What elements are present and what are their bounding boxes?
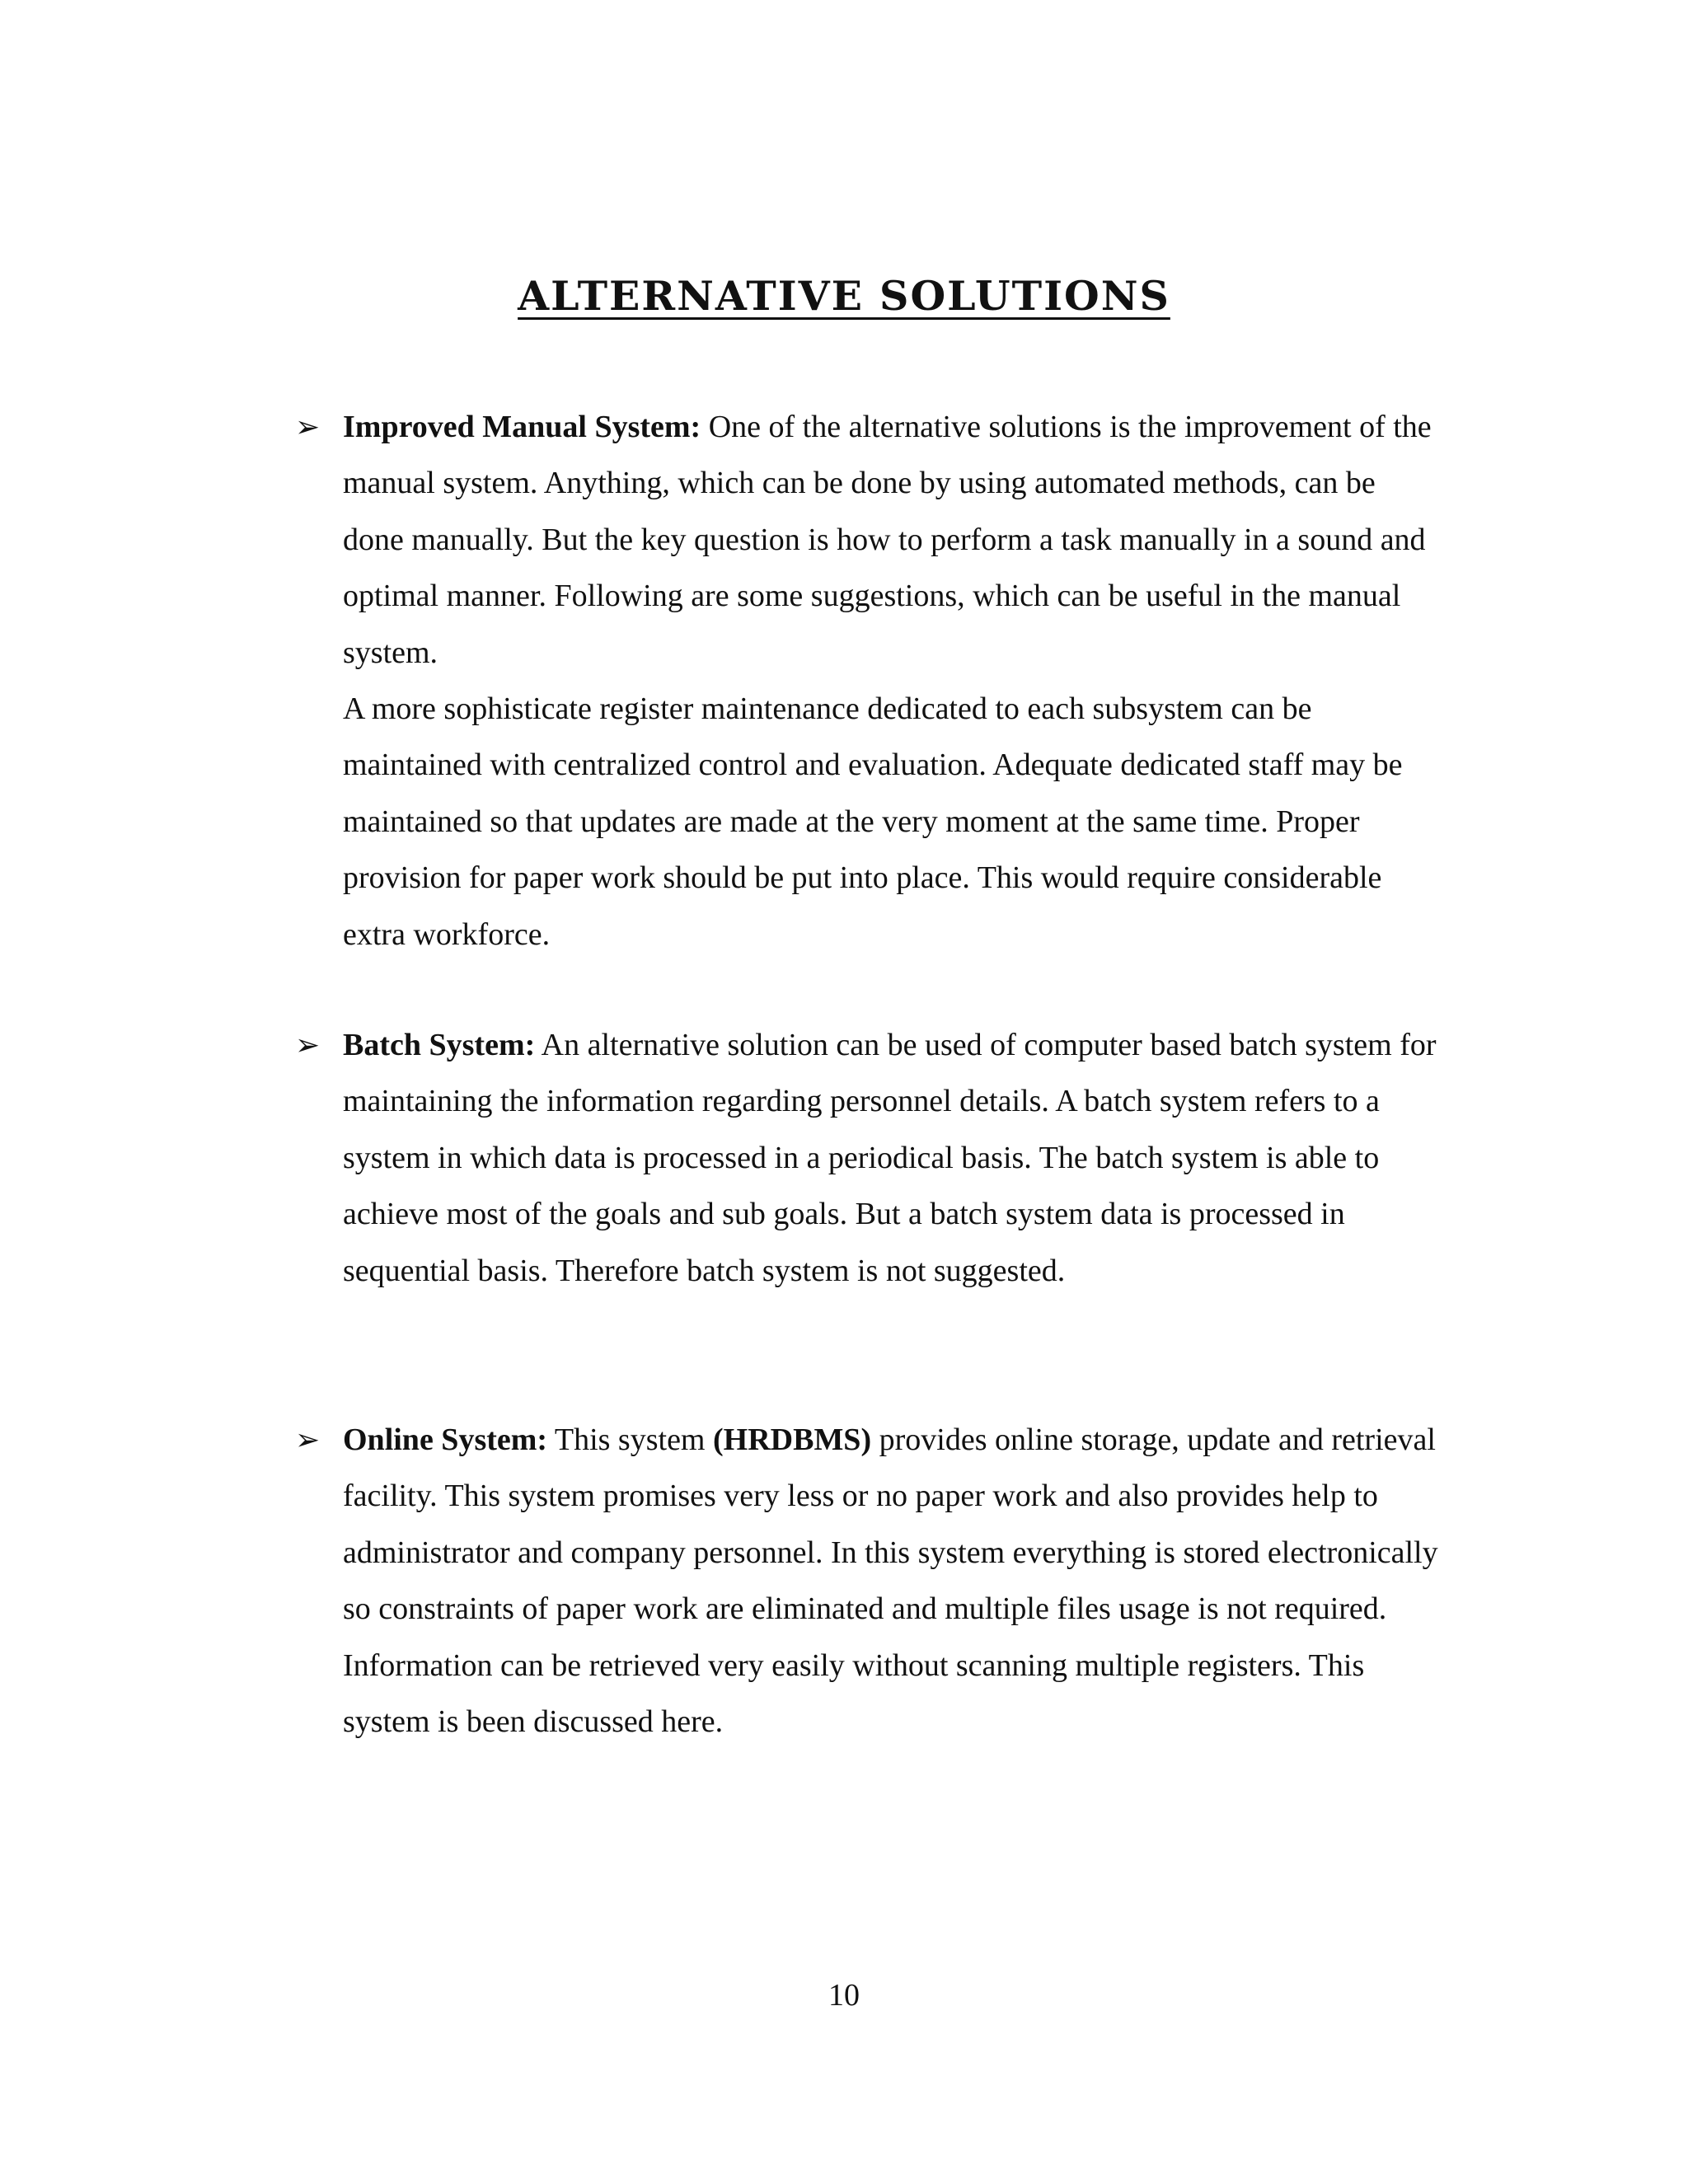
section-heading: Improved Manual System: [343, 410, 701, 444]
arrow-bullet-icon: ➢ [295, 410, 321, 443]
section-text: provides online storage, update and retrieval facility. This system promises very less or no paper work and also provides help to administrator and company personnel. In this system everything is stored electronically so constraints of paper work are eliminated and multiple files usage is not required. Information can be retrieved very easily without scanning multiple registers. This system is been discussed here. [343, 1422, 1438, 1740]
section-online-system [295, 1412, 1439, 1750]
section-text: One of the alternative solutions is the improvement of the manual system. Anything, which can be done by using automated methods, can be done manually. But the key question is how to perform a task manually in a sound and optimal manner. Following are some suggestions, which can be useful in the manual system. [343, 410, 1432, 670]
page-title: ALTERNATIVE SOLUTIONS [518, 272, 1170, 320]
section-heading: Batch System: [343, 1028, 536, 1062]
arrow-bullet-icon: ➢ [295, 1423, 321, 1456]
section-paragraph: A more sophisticate register maintenance dedicated to each subsystem can be maintained with centralized control and evaluation. Adequate dedicated staff may be maintained so that updates are made at the very moment at the same time. Proper provision for paper work should be put into place. This would require considerable extra workforce. [343, 691, 1403, 952]
section-heading: Online System: [343, 1422, 548, 1457]
section-batch-system [295, 1017, 1439, 1299]
section-text: This system [547, 1422, 713, 1457]
arrow-bullet-icon: ➢ [295, 1029, 321, 1062]
section-paragraph [343, 1017, 1439, 1299]
page-number: 10 [828, 1978, 860, 2013]
section-improved-manual-system [295, 399, 1439, 963]
section-text: An alternative solution can be used of computer based batch system for maintaining the information regarding personnel details. A batch system refers to a system in which data is processed in a periodical basis. The batch system is able to achieve most of the goals and sub goals. But a batch system data is processed in sequential basis. Therefore batch system is not suggested. [343, 1028, 1437, 1288]
system-acronym: (HRDBMS) [713, 1422, 872, 1457]
section-paragraph [343, 1412, 1439, 1750]
section-paragraph [343, 399, 1439, 681]
